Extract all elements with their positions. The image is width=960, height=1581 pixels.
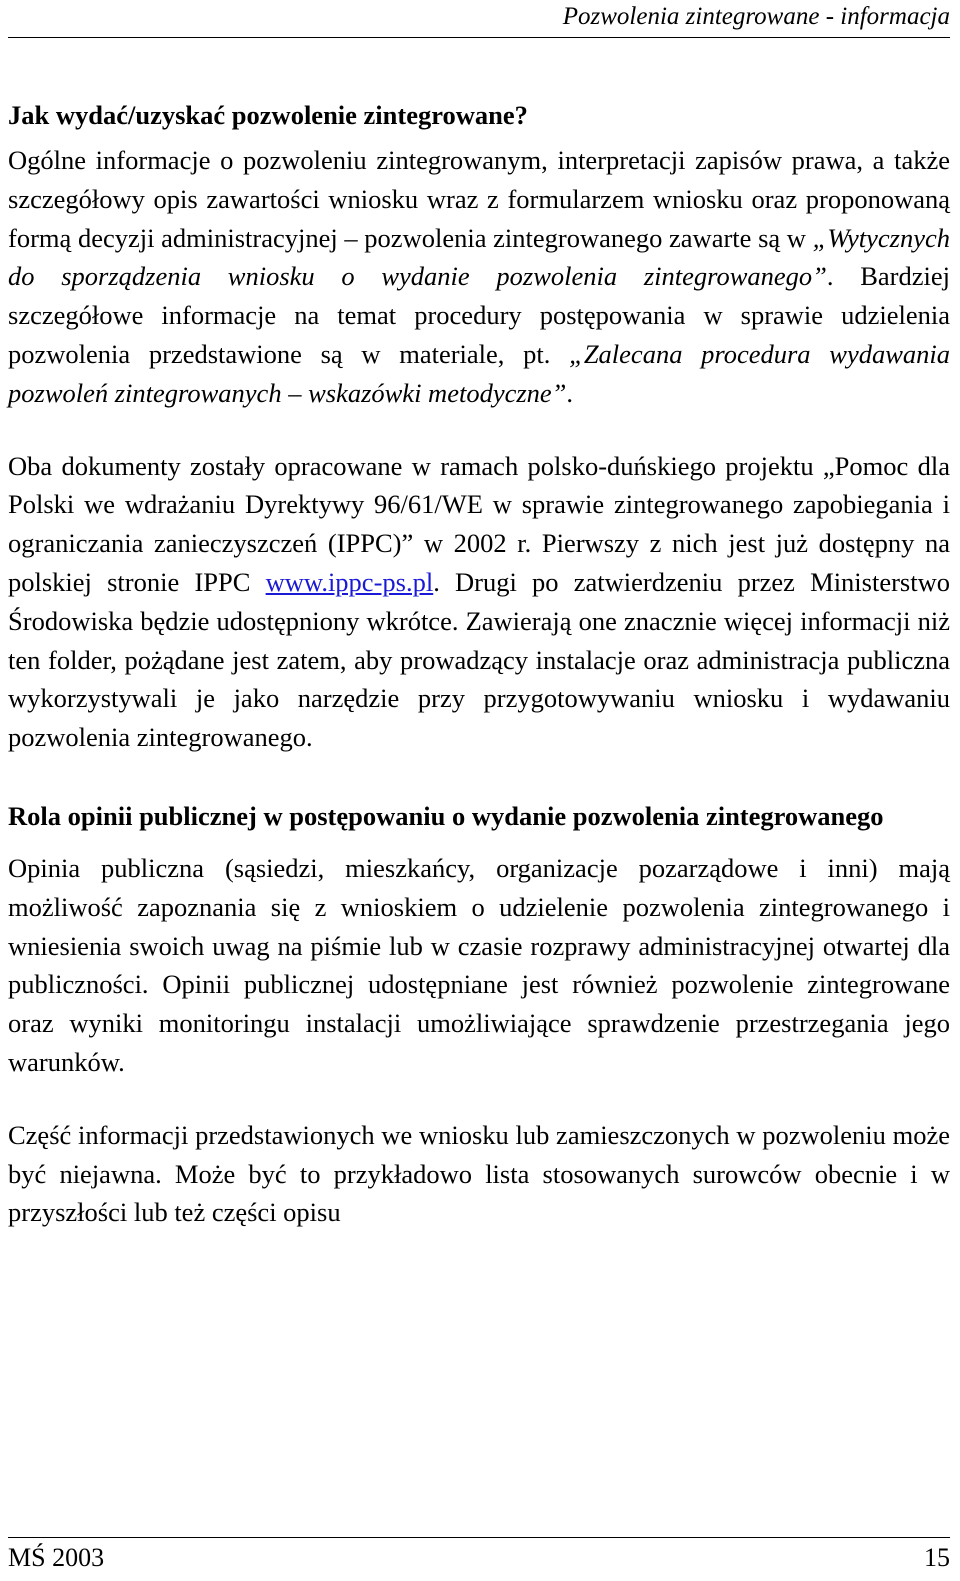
paragraph-text: . Drugi po zatwierdzeniu przez Ministerstwo Środowiska będzie udostępniony wkrótce. Zawierają one znacznie więcej informacji niż ten folder, pożądane jest zatem, aby prowadzący instalacje oraz administracja publiczna wykorzystywali je jako narzędzie przy przygotowywaniu wniosku i wydawaniu pozwolenia zintegrowanego. xyxy=(8,566,950,753)
paragraph-text: . xyxy=(566,377,574,408)
ippc-website-link[interactable]: www.ippc-ps.pl xyxy=(265,566,434,597)
page-body xyxy=(8,96,950,1232)
paragraph-general-info xyxy=(8,141,950,413)
footer-divider xyxy=(8,1537,950,1538)
paragraph-text: Oba dokumenty zostały opracowane w ramach polsko-duńskiego projektu „Pomoc dla Polski we wdrażaniu Dyrektywy 96/61/WE w sprawie zintegrowanego zapobiegania i ograniczania zanieczyszczeń (IPPC)” w 2002 r. Pierwszy z nich jest już dostępny na polskiej stronie IPPC xyxy=(8,450,950,597)
paragraph-confidential-info: Część informacji przedstawionych we wniosku lub zamieszczonych w pozwoleniu może być niejawna. Może być to przykładowo lista stosowanych surowców obecnie i w przyszłości lub też części opisu xyxy=(8,1119,950,1228)
footer-publisher: MŚ 2003 xyxy=(8,1543,105,1572)
paragraph-text: . Bardziej szczegółowe informacje na temat procedury postępowania w sprawie udzielenia pozwolenia przedstawione są w materiale, pt. xyxy=(8,261,950,369)
running-header: Pozwolenia zintegrowane - informacja xyxy=(562,3,950,30)
document-page xyxy=(8,0,950,1581)
section-heading-how-to-obtain: Jak wydać/uzyskać pozwolenie zintegrowane? xyxy=(8,100,528,130)
section-heading-public-role: Rola opinii publicznej w postępowaniu o wydanie pozwolenia zintegrowanego xyxy=(8,800,884,831)
paragraph-public-opinion: Opinia publiczna (sąsiedzi, mieszkańcy, organizacje pozarządowe i inni) mają możliwość zapoznania się z wnioskiem o udzielenie pozwolenia zintegrowanego i wniesienia swoich uwag na piśmie lub w czasie rozprawy administracyjnej otwartej dla publiczności. Opinii publicznej udostępniane jest również pozwolenie zintegrowane oraz wyniki monitoringu instalacji umożliwiające sprawdzenie przestrzegania jego warunków. xyxy=(8,852,950,1077)
header-divider xyxy=(8,37,950,38)
paragraph-text: Ogólne informacje o pozwoleniu zintegrowanym, interpretacji zapisów prawa, a także szczegółowy opis zawartości wniosku wraz z formularzem wniosku oraz proponowaną formą decyzji administracyjnej – pozwolenia zintegrowanego zawarte są w xyxy=(8,145,950,253)
document-title-procedure: „Zalecana procedura wydawania pozwoleń zintegrowanych – wskazówki metodyczne” xyxy=(8,338,950,408)
document-title-guidelines: „Wytycznych do sporządzenia wniosku o wydanie pozwolenia zintegrowanego” xyxy=(8,222,950,292)
page-number: 15 xyxy=(924,1543,950,1572)
paragraph-documents-project xyxy=(8,447,950,757)
